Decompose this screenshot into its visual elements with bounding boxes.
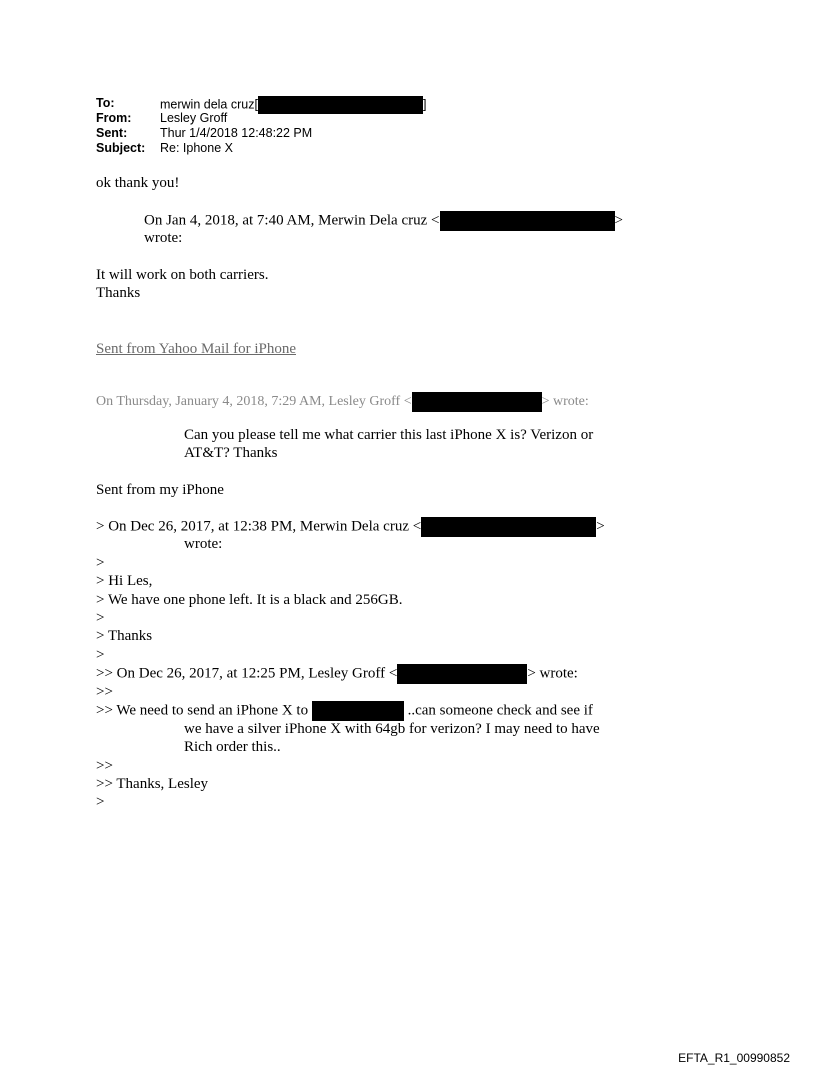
carrier-question-line1: Can you please tell me what carrier this last iPhone X is? Verizon or (184, 427, 594, 443)
sent-row (96, 126, 426, 141)
quote3-blank: > (96, 794, 105, 810)
iphone-signature: Sent from my iPhone (96, 482, 224, 498)
quote3-header: >> On Dec 26, 2017, at 12:25 PM, Lesley Groff < > wrote: (96, 664, 578, 684)
quote2-line2: wrote: (184, 536, 223, 552)
quote2-line1: > On Dec 26, 2017, at 12:38 PM, Merwin Dela cruz < > (96, 517, 605, 537)
reply-text: ok thank you! (96, 175, 180, 191)
redaction-box (258, 96, 423, 114)
to-value: merwin dela cruz[ ] (160, 96, 426, 111)
quote2-phone-line: > We have one phone left. It is a black and 256GB. (96, 592, 403, 608)
from-label: From: (96, 111, 132, 125)
redaction-box (440, 211, 615, 231)
quote3-thanks: >> Thanks, Lesley (96, 776, 209, 792)
quote2-blank: > (96, 610, 105, 626)
redaction-box (397, 664, 527, 684)
subject-row (96, 141, 426, 156)
carriers-line2: Thanks (96, 285, 141, 301)
quote2-blank: > (96, 647, 105, 663)
email-header (96, 96, 426, 156)
redaction-box (312, 701, 404, 721)
document-id-footer: EFTA_R1_00990852 (678, 1051, 790, 1065)
from-value: Lesley Groff (160, 111, 228, 125)
subject-label: Subject: (96, 141, 146, 155)
carrier-question-line2: AT&T? Thanks (184, 445, 278, 461)
subject-value: Re: Iphone X (160, 141, 233, 155)
redaction-box (412, 392, 542, 412)
quote2-blank: > (96, 555, 105, 571)
quote3-blank: >> (96, 758, 113, 774)
redaction-box (421, 517, 596, 537)
quote1-line1: On Jan 4, 2018, at 7:40 AM, Merwin Dela cruz < > (144, 211, 623, 231)
to-label: To: (96, 96, 115, 110)
to-row (96, 96, 426, 111)
quote1-line2: wrote: (144, 230, 183, 246)
yahoo-quote-header: On Thursday, January 4, 2018, 7:29 AM, Lesley Groff < > wrote: (96, 392, 589, 412)
quote2-thanks: > Thanks (96, 628, 153, 644)
sent-label: Sent: (96, 126, 128, 140)
carriers-line1: It will work on both carriers. (96, 267, 269, 283)
sent-value: Thur 1/4/2018 12:48:22 PM (160, 126, 313, 140)
yahoo-signature-link[interactable]: Sent from Yahoo Mail for iPhone (96, 341, 296, 357)
quote3-line2: we have a silver iPhone X with 64gb for verizon? I may need to have (184, 721, 600, 737)
quote3-line3: Rich order this.. (184, 739, 281, 755)
quote3-send-line: >> We need to send an iPhone X to ..can someone check and see if (96, 701, 593, 721)
quote2-greeting: > Hi Les, (96, 573, 153, 589)
quote3-blank: >> (96, 684, 113, 700)
